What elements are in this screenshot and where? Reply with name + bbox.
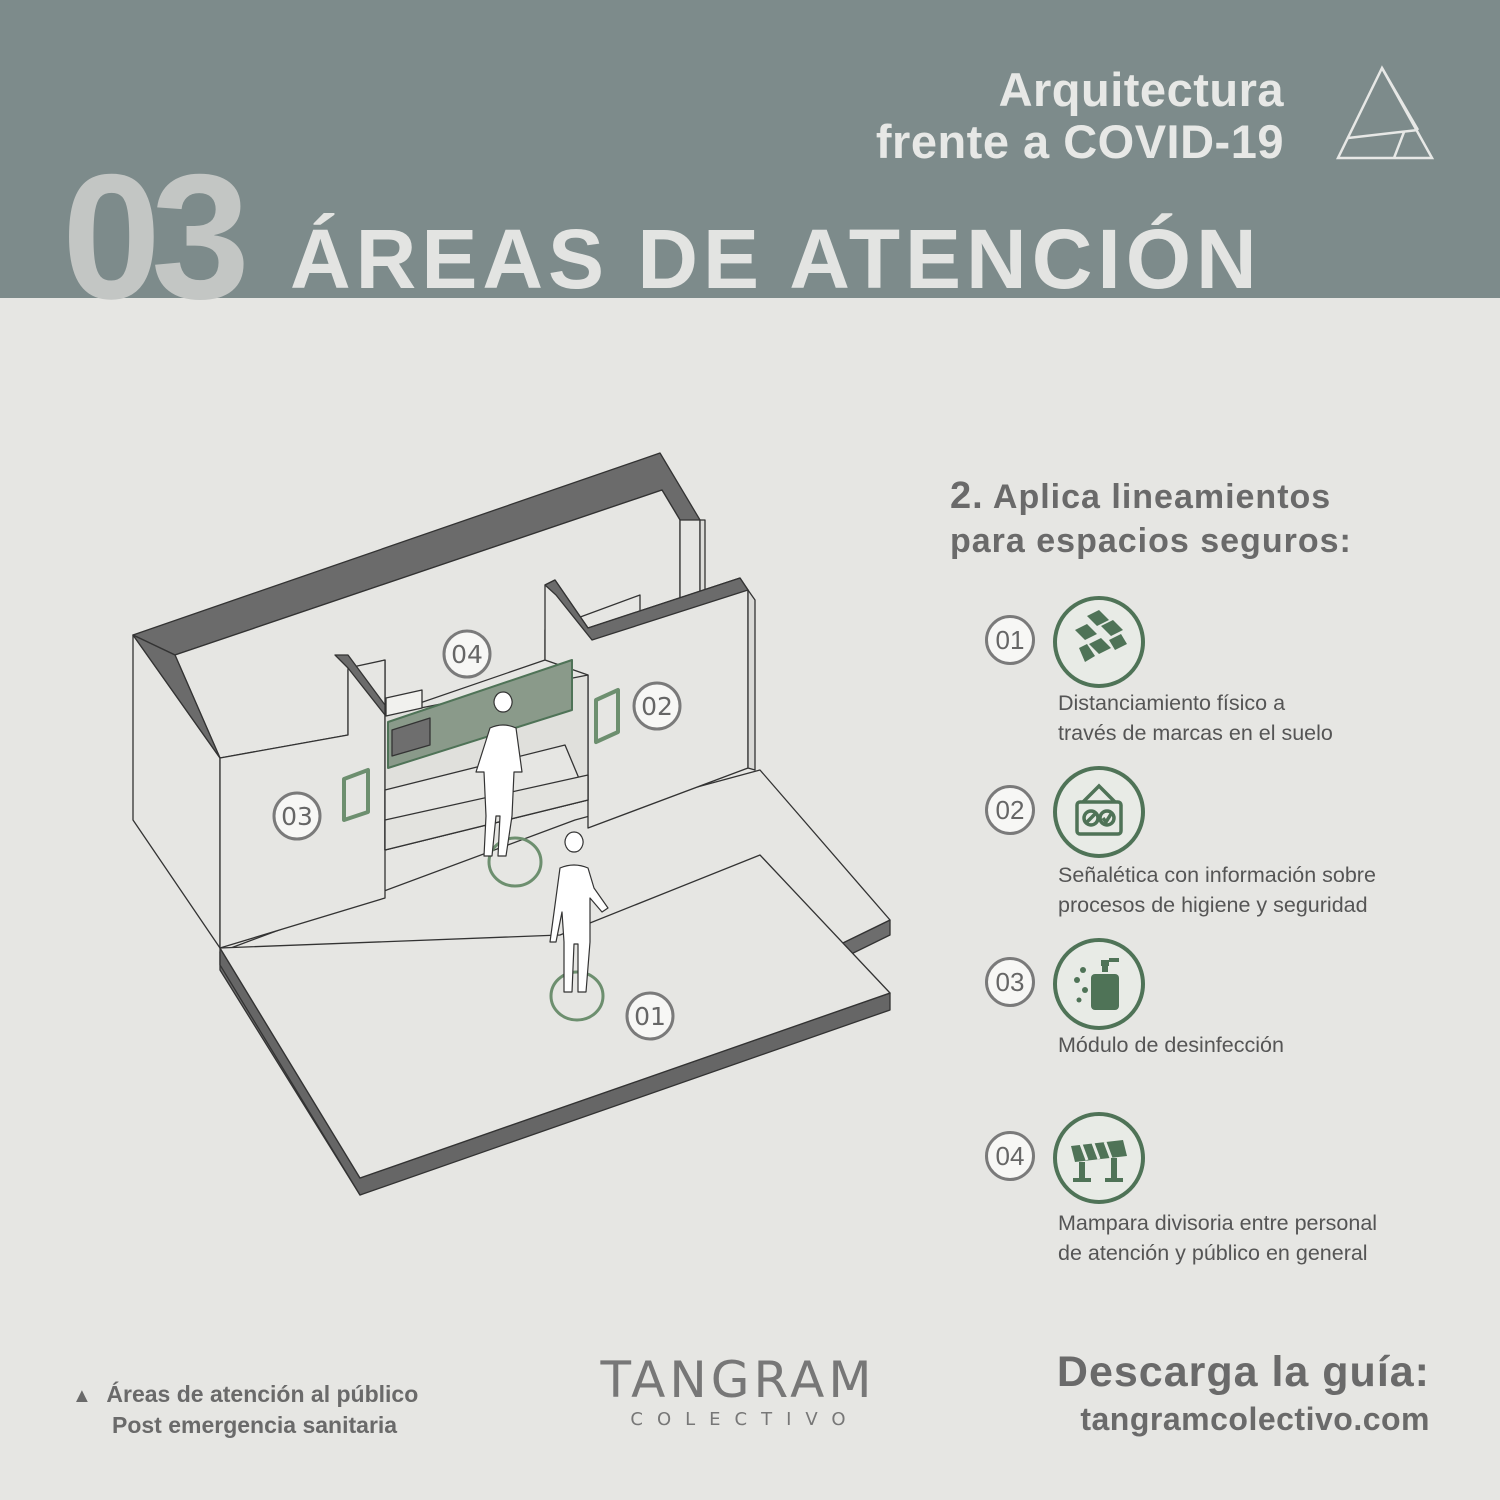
item-description <box>1058 1208 1478 1268</box>
item-description <box>1058 1030 1478 1060</box>
brand-logo <box>598 1352 878 1432</box>
footer-caption-line2: Post emergencia sanitaria <box>112 1412 398 1438</box>
guide-heading <box>950 474 1352 563</box>
item-desc-line2: procesos de higiene y seguridad <box>1058 893 1368 917</box>
diagram-label-03-text: 03 <box>281 802 313 831</box>
guide-number: 2. <box>950 475 984 517</box>
item-description <box>1058 860 1478 920</box>
item-desc-line2: de atención y público en general <box>1058 1241 1368 1265</box>
diagram-label-01-text: 01 <box>634 1002 666 1031</box>
sanitizer-icon <box>1053 938 1145 1030</box>
series-title-line2: frente a COVID-19 <box>875 115 1284 168</box>
diagram-label-02-text: 02 <box>641 692 673 721</box>
download-block <box>1057 1346 1430 1440</box>
download-label: Descarga la guía: <box>1056 1348 1430 1396</box>
item-desc-line1: Señalética con información sobre <box>1058 863 1376 887</box>
divider-screen-icon <box>1053 1112 1145 1204</box>
guide-title-line1: Aplica lineamientos <box>992 478 1332 516</box>
triangle-logo-icon <box>1334 64 1436 164</box>
item-desc-line1: Módulo de desinfección <box>1058 1033 1284 1057</box>
diagram-label-04-text: 04 <box>451 640 483 669</box>
download-link[interactable]: tangramcolectivo.com <box>1080 1401 1430 1437</box>
item-desc-line1: Distanciamiento físico a <box>1058 691 1286 715</box>
section-number: 03 <box>62 137 240 336</box>
item-desc-line1: Mampara divisoria entre personal <box>1058 1211 1378 1235</box>
section-title: ÁREAS DE ATENCIÓN <box>290 212 1262 306</box>
footer-caption-line1: Áreas de atención al público <box>106 1381 419 1407</box>
guide-title-line2: para espacios seguros: <box>950 522 1352 560</box>
item-number-badge: 01 <box>985 615 1035 665</box>
isometric-diagram <box>120 440 910 1031</box>
footer-caption <box>72 1380 418 1440</box>
item-desc-line2: través de marcas en el suelo <box>1058 721 1333 745</box>
series-title <box>876 64 1284 168</box>
brand-name: TANGRAM <box>600 1351 876 1409</box>
item-number-badge: 04 <box>985 1131 1035 1181</box>
header-banner <box>0 0 1500 336</box>
item-number-badge: 02 <box>985 785 1035 835</box>
signage-icon <box>1053 766 1145 858</box>
brand-subname: COLECTIVO <box>630 1409 860 1430</box>
floor-marks-icon <box>1053 596 1145 688</box>
item-description <box>1058 688 1478 748</box>
item-number-badge: 03 <box>985 957 1035 1007</box>
triangle-bullet-icon: ▲ <box>72 1385 92 1407</box>
series-title-line1: Arquitectura <box>998 63 1284 116</box>
